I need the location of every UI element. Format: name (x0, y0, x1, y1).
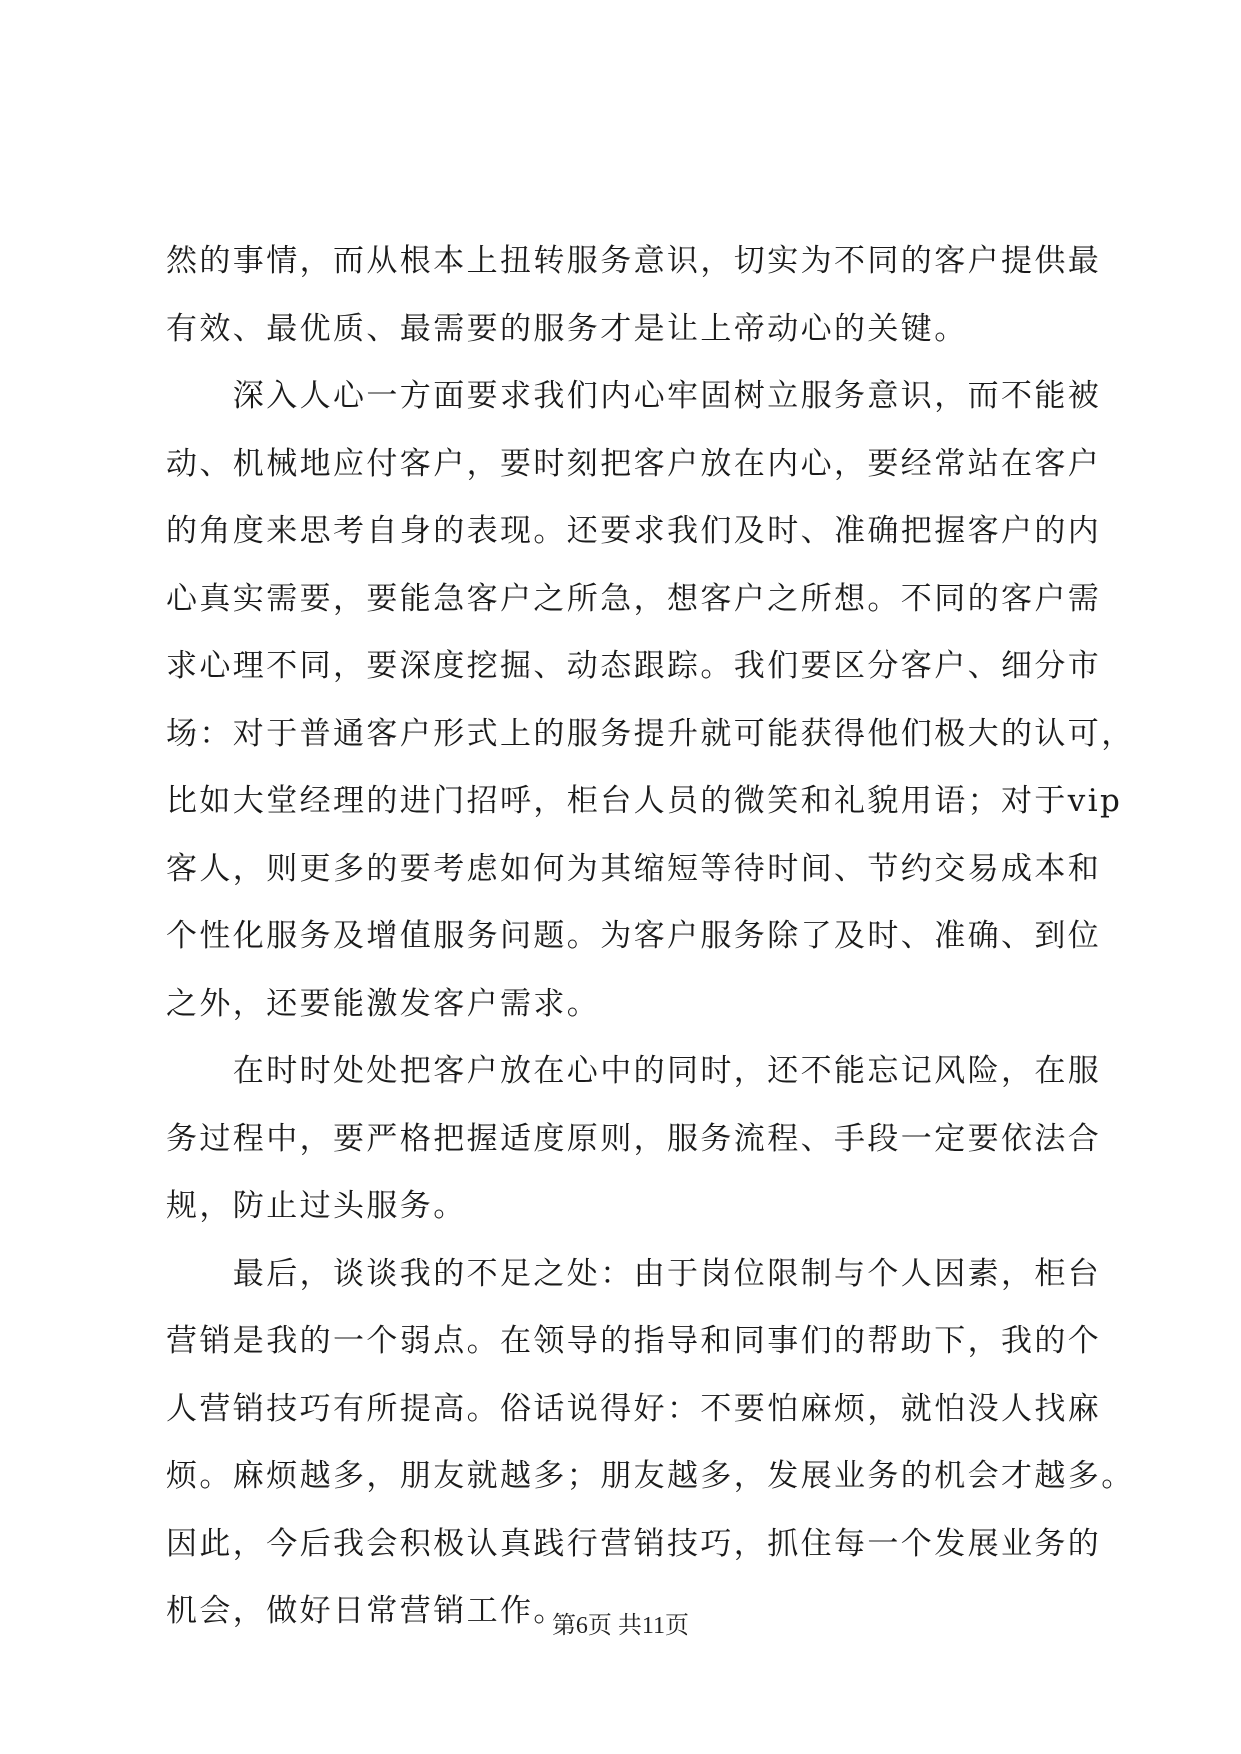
text-line: 营销是我的一个弱点。在领导的指导和同事们的帮助下，我的个 (166, 1323, 1102, 1359)
text-line: 深入人心一方面要求我们内心牢固树立服务意识，而不能被 (166, 378, 1102, 414)
document-body (166, 228, 1135, 1646)
text-line: 然的事情，而从根本上扭转服务意识，切实为不同的客户提供最 (166, 243, 1102, 279)
text-line: 在时时处处把客户放在心中的同时，还不能忘记风险，在服 (166, 1053, 1102, 1089)
text-line: 机会，做好日常营销工作。 (166, 1593, 567, 1629)
text-line: 务过程中，要严格把握适度原则，服务流程、手段一定要依法合 (166, 1120, 1102, 1157)
text-line: 比如大堂经理的进门招呼，柜台人员的微笑和礼貌用语；对于vip (166, 783, 1123, 819)
text-line: 场：对于普通客户形式上的服务提升就可能获得他们极大的认可， (166, 715, 1135, 752)
text-line: 烦。麻烦越多，朋友就越多；朋友越多，发展业务的机会才越多。 (166, 1458, 1135, 1494)
text-line: 动、机械地应付客户，要时刻把客户放在内心，要经常站在客户 (166, 445, 1102, 482)
text-line: 的角度来思考自身的表现。还要求我们及时、准确把握客户的内 (166, 513, 1102, 549)
text-line: 人营销技巧有所提高。俗话说得好：不要怕麻烦，就怕没人找麻 (166, 1390, 1102, 1427)
text-line: 最后，谈谈我的不足之处：由于岗位限制与个人因素，柜台 (166, 1255, 1102, 1292)
page-number-footer: 第6页 共11页 (551, 1613, 690, 1639)
text-line: 客人，则更多的要考虑如何为其缩短等待时间、节约交易成本和 (166, 850, 1102, 887)
text-line: 求心理不同，要深度挖掘、动态跟踪。我们要区分客户、细分市 (166, 648, 1102, 684)
text-line: 规，防止过头服务。 (166, 1188, 467, 1224)
text-line: 心真实需要，要能急客户之所急，想客户之所想。不同的客户需 (166, 580, 1102, 617)
text-line: 个性化服务及增值服务问题。为客户服务除了及时、准确、到位 (166, 918, 1102, 954)
text-line: 有效、最优质、最需要的服务才是让上帝动心的关键。 (166, 310, 968, 347)
text-line: 之外，还要能激发客户需求。 (166, 985, 601, 1022)
text-line: 因此，今后我会积极认真践行营销技巧，抓住每一个发展业务的 (166, 1525, 1102, 1562)
